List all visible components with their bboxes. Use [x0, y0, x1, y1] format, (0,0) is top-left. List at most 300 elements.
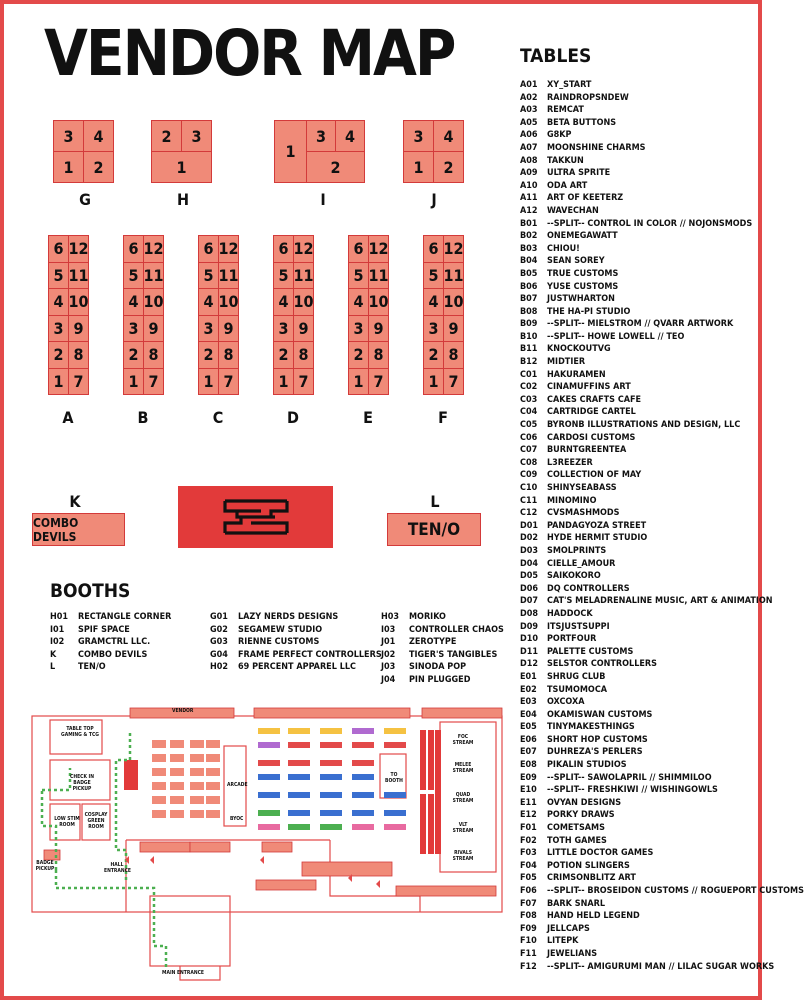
booth-k[interactable]: COMBO DEVILS [32, 513, 125, 546]
table-code: C02 [520, 382, 538, 393]
table-entry [520, 872, 756, 885]
booth-code: I02 [50, 637, 65, 648]
table-entry [520, 583, 756, 596]
table-entry [520, 532, 756, 545]
table-i-3[interactable]: 3 [306, 120, 336, 152]
table-f-4[interactable]: 4 [423, 288, 444, 316]
table-vendor: SEAN SOREY [547, 256, 605, 267]
table-a-4[interactable]: 4 [48, 288, 69, 316]
column-label-a: A [62, 408, 74, 427]
table-entry [520, 243, 756, 256]
table-entry [520, 167, 756, 180]
table-code: C11 [520, 495, 538, 506]
table-entry [520, 482, 756, 495]
table-j-2[interactable]: 2 [433, 151, 464, 183]
table-vendor: --SPLIT-- AMIGURUMI MAN // LILAC SUGAR WORKS [547, 961, 775, 972]
fp-hall-entrance: HALL ENTRANCE [104, 862, 131, 874]
table-code: D09 [520, 621, 538, 632]
table-code: A08 [520, 155, 538, 166]
table-j-4[interactable]: 4 [433, 120, 464, 152]
table-entry [520, 709, 756, 722]
table-e-9[interactable]: 9 [368, 315, 389, 343]
table-j-3[interactable]: 3 [403, 120, 434, 152]
booth-entry [210, 636, 382, 649]
table-vendor: LITEPK [547, 936, 579, 947]
table-code: F09 [520, 923, 537, 934]
table-vendor: --SPLIT-- MIELSTROM // QVARR ARTWORK [547, 319, 734, 330]
table-code: D03 [520, 545, 538, 556]
table-h-1[interactable]: 1 [151, 151, 212, 183]
table-c-7[interactable]: 7 [218, 368, 239, 396]
table-vendor: SAIKOKORO [547, 571, 601, 582]
group-label-g: G [79, 190, 91, 209]
table-d-12[interactable]: 12 [293, 235, 314, 263]
table-b-7[interactable]: 7 [143, 368, 164, 396]
page-title: VENDOR MAP [44, 17, 455, 90]
table-code: B08 [520, 306, 538, 317]
table-entry [520, 633, 756, 646]
booth-code: I01 [50, 624, 65, 635]
table-code: D07 [520, 596, 538, 607]
booth-entry [50, 636, 171, 649]
table-entry [520, 457, 756, 470]
table-b-1[interactable]: 1 [123, 368, 144, 396]
fp-badge-pickup: BADGE PICKUP [35, 860, 55, 872]
table-entry [520, 104, 756, 117]
table-g-2[interactable]: 2 [83, 151, 114, 183]
table-entry [520, 784, 756, 797]
table-a-10[interactable]: 10 [68, 288, 89, 316]
table-f-3[interactable]: 3 [423, 315, 444, 343]
table-code: F08 [520, 911, 537, 922]
table-f-5[interactable]: 5 [423, 262, 444, 290]
table-code: B10 [520, 331, 538, 342]
booth-l-letter: L [430, 492, 440, 511]
table-entry [520, 495, 756, 508]
table-code: A10 [520, 180, 538, 191]
booth-vendor: LAZY NERDS DESIGNS [238, 612, 339, 622]
table-c-1[interactable]: 1 [198, 368, 219, 396]
table-entry [520, 281, 756, 294]
table-e-10[interactable]: 10 [368, 288, 389, 316]
table-vendor: OVYAN DESIGNS [547, 797, 622, 808]
table-e-4[interactable]: 4 [348, 288, 369, 316]
table-vendor: G8KP [547, 130, 572, 141]
table-h-2[interactable]: 2 [151, 120, 182, 152]
table-b-12[interactable]: 12 [143, 235, 164, 263]
table-code: C03 [520, 394, 538, 405]
table-entry [520, 331, 756, 344]
table-i-1[interactable]: 1 [274, 120, 307, 183]
table-d-3[interactable]: 3 [273, 315, 294, 343]
table-f-1[interactable]: 1 [423, 368, 444, 396]
table-entry [520, 230, 756, 243]
table-a-12[interactable]: 12 [68, 235, 89, 263]
table-code: D02 [520, 533, 538, 544]
table-code: A01 [520, 80, 538, 90]
table-entry [520, 545, 756, 558]
table-code: B06 [520, 281, 538, 292]
table-code: E10 [520, 785, 537, 796]
booth-code: H02 [210, 662, 229, 673]
booth-code: L [50, 662, 56, 673]
table-entry [520, 255, 756, 268]
table-code: F12 [520, 961, 537, 972]
fp-rivals: RIVALS STREAM [452, 850, 474, 862]
table-vendor: SHINYSEABASS [547, 483, 617, 493]
table-code: A09 [520, 168, 538, 179]
table-c-5[interactable]: 5 [198, 262, 219, 290]
booths-list-2 [210, 611, 382, 674]
center-logo [178, 486, 333, 548]
table-b-3[interactable]: 3 [123, 315, 144, 343]
table-code: E12 [520, 810, 537, 821]
table-entry [520, 948, 756, 961]
table-vendor: CINAMUFFINS ART [547, 382, 631, 393]
table-entry [520, 444, 756, 457]
table-code: F03 [520, 848, 537, 859]
table-f-12[interactable]: 12 [443, 235, 464, 263]
table-b-2[interactable]: 2 [123, 341, 144, 369]
table-code: D04 [520, 558, 538, 569]
table-vendor: CIELLE_AMOUR [547, 558, 616, 569]
table-h-3[interactable]: 3 [181, 120, 212, 152]
table-code: F01 [520, 823, 537, 834]
table-entry [520, 822, 756, 835]
table-c-6[interactable]: 6 [198, 235, 219, 263]
table-vendor: ODA ART [547, 180, 588, 191]
table-vendor: L3REEZER [547, 457, 593, 468]
booth-entry [381, 649, 504, 662]
table-a-6[interactable]: 6 [48, 235, 69, 263]
booth-k-letter: K [69, 492, 81, 511]
booth-vendor: FRAME PERFECT CONTROLLERS [238, 649, 382, 660]
table-code: C08 [520, 457, 538, 468]
table-d-4[interactable]: 4 [273, 288, 294, 316]
table-vendor: REMCAT [547, 105, 584, 116]
table-j-1[interactable]: 1 [403, 151, 434, 183]
table-vendor: CARDOSI CUSTOMS [547, 432, 636, 443]
table-e-11[interactable]: 11 [368, 262, 389, 290]
table-vendor: SHORT HOP CUSTOMS [547, 734, 648, 745]
table-c-3[interactable]: 3 [198, 315, 219, 343]
table-d-1[interactable]: 1 [273, 368, 294, 396]
table-vendor: PORKY DRAWS [547, 810, 615, 821]
table-code: A03 [520, 105, 538, 116]
table-entry [520, 406, 756, 419]
booth-vendor: CONTROLLER CHAOS [409, 624, 504, 635]
booth-vendor: GRAMCTRL LLC. [78, 637, 151, 648]
table-e-3[interactable]: 3 [348, 315, 369, 343]
table-c-10[interactable]: 10 [218, 288, 239, 316]
booth-entry [210, 611, 382, 624]
booths-heading: BOOTHS [50, 580, 131, 602]
table-c-8[interactable]: 8 [218, 341, 239, 369]
table-f-9[interactable]: 9 [443, 315, 464, 343]
table-code: A05 [520, 117, 538, 128]
booth-code: G01 [210, 612, 228, 622]
table-i-4[interactable]: 4 [335, 120, 365, 152]
table-a-1[interactable]: 1 [48, 368, 69, 396]
table-vendor: TINYMAKESTHINGS [547, 722, 635, 733]
table-code: F06 [520, 886, 537, 896]
table-entry [520, 885, 804, 898]
table-code: B09 [520, 319, 538, 330]
booths-list-1 [50, 611, 171, 674]
table-code: B03 [520, 243, 538, 254]
table-entry [520, 684, 756, 697]
table-vendor: BARK SNARL [547, 898, 606, 909]
table-b-11[interactable]: 11 [143, 262, 164, 290]
booth-vendor: SEGAMEW STUDIO [238, 624, 323, 635]
table-entry [520, 558, 756, 571]
table-code: E11 [520, 797, 537, 808]
table-entry [520, 369, 756, 382]
table-e-12[interactable]: 12 [368, 235, 389, 263]
table-code: C10 [520, 483, 538, 493]
booth-entry [381, 636, 504, 649]
table-e-6[interactable]: 6 [348, 235, 369, 263]
table-entry [520, 432, 756, 445]
table-vendor: CRIMSONBLITZ ART [547, 873, 636, 884]
booth-code: H03 [381, 612, 400, 622]
table-vendor: OKAMISWAN CUSTOMS [547, 709, 653, 720]
table-code: B11 [520, 344, 538, 355]
table-f-10[interactable]: 10 [443, 288, 464, 316]
table-vendor: JELLCAPS [547, 923, 590, 934]
table-entry [520, 935, 756, 948]
table-f-8[interactable]: 8 [443, 341, 464, 369]
table-a-3[interactable]: 3 [48, 315, 69, 343]
table-d-8[interactable]: 8 [293, 341, 314, 369]
table-e-5[interactable]: 5 [348, 262, 369, 290]
table-vendor: RAINDROPSNDEW [547, 92, 629, 103]
table-e-2[interactable]: 2 [348, 341, 369, 369]
logo-emblem-icon [221, 497, 291, 537]
booth-vendor: MORIKO [409, 612, 446, 622]
table-entry [520, 898, 756, 911]
table-vendor: DQ CONTROLLERS [547, 583, 630, 594]
table-d-6[interactable]: 6 [273, 235, 294, 263]
table-e-8[interactable]: 8 [368, 341, 389, 369]
table-c-2[interactable]: 2 [198, 341, 219, 369]
table-entry [520, 180, 756, 193]
table-vendor: XY_START [547, 80, 592, 90]
group-label-i: I [320, 190, 326, 209]
floor-plan [30, 700, 510, 985]
fp-arcade: ARCADE [227, 782, 248, 788]
table-f-11[interactable]: 11 [443, 262, 464, 290]
booth-code: H01 [50, 612, 69, 622]
table-entry [520, 696, 756, 709]
table-entry [520, 79, 756, 92]
table-d-10[interactable]: 10 [293, 288, 314, 316]
table-vendor: POTION SLINGERS [547, 860, 630, 871]
table-c-9[interactable]: 9 [218, 315, 239, 343]
table-entry [520, 809, 756, 822]
table-vendor: DUHREZA'S PERLERS [547, 747, 643, 758]
table-entry [520, 129, 756, 142]
table-code: E08 [520, 760, 537, 771]
table-code: D08 [520, 608, 538, 619]
floor-plan-outline [30, 700, 510, 985]
table-vendor: SMOLPRINTS [547, 545, 607, 556]
table-code: D06 [520, 583, 538, 594]
table-vendor: HADDOCK [547, 608, 593, 619]
table-vendor: COMETSAMS [547, 823, 605, 834]
table-a-11[interactable]: 11 [68, 262, 89, 290]
table-code: B01 [520, 218, 538, 229]
table-code: C09 [520, 470, 538, 481]
table-a-7[interactable]: 7 [68, 368, 89, 396]
booth-entry [210, 649, 382, 662]
table-entry [520, 356, 756, 369]
table-code: C04 [520, 407, 538, 418]
table-entry [520, 507, 756, 520]
table-vendor: HYDE HERMIT STUDIO [547, 533, 648, 544]
table-code: E05 [520, 722, 537, 733]
table-code: B05 [520, 268, 538, 279]
table-g-1[interactable]: 1 [53, 151, 84, 183]
table-entry [520, 381, 756, 394]
table-d-11[interactable]: 11 [293, 262, 314, 290]
table-vendor: ITSJUSTSUPPI [547, 621, 610, 632]
table-entry [520, 469, 756, 482]
fp-byoc: BYOC [230, 816, 244, 822]
table-f-2[interactable]: 2 [423, 341, 444, 369]
fp-check-in: CHECK IN BADGE PICKUP [70, 774, 94, 792]
booth-vendor: TIGER'S TANGIBLES [409, 649, 498, 660]
table-vendor: TRUE CUSTOMS [547, 268, 619, 279]
table-a-9[interactable]: 9 [68, 315, 89, 343]
table-b-9[interactable]: 9 [143, 315, 164, 343]
table-code: B04 [520, 256, 538, 267]
table-vendor: BURNTGREENTEA [547, 445, 627, 456]
table-code: E02 [520, 684, 537, 695]
booth-code: G04 [210, 649, 228, 660]
booth-code: J03 [381, 662, 396, 673]
table-code: B07 [520, 294, 538, 305]
table-vendor: KNOCKOUTVG [547, 344, 611, 355]
fp-melee: MELEE STREAM [452, 762, 474, 774]
table-b-4[interactable]: 4 [123, 288, 144, 316]
table-code: B02 [520, 231, 538, 242]
table-vendor: TSUMOMOCA [547, 684, 608, 695]
table-c-4[interactable]: 4 [198, 288, 219, 316]
table-vendor: SELSTOR CONTROLLERS [547, 659, 657, 670]
booth-vendor: SPIF SPACE [78, 624, 130, 635]
table-g-3[interactable]: 3 [53, 120, 84, 152]
table-entry [520, 835, 756, 848]
table-code: E07 [520, 747, 537, 758]
table-vendor: CAKES CRAFTS CAFE [547, 394, 642, 405]
booth-vendor: RIENNE CUSTOMS [238, 637, 320, 648]
table-entry [520, 318, 756, 331]
table-vendor: JUSTWHARTON [547, 294, 615, 305]
table-d-5[interactable]: 5 [273, 262, 294, 290]
table-d-2[interactable]: 2 [273, 341, 294, 369]
table-code: E06 [520, 734, 537, 745]
booth-code: J04 [381, 674, 396, 685]
booth-l[interactable]: TEN/O [387, 513, 481, 546]
table-entry [520, 268, 756, 281]
booths-list-3 [381, 611, 504, 687]
table-entry [520, 306, 756, 319]
table-f-6[interactable]: 6 [423, 235, 444, 263]
table-c-11[interactable]: 11 [218, 262, 239, 290]
booth-vendor: COMBO DEVILS [78, 649, 148, 660]
table-entry [520, 734, 756, 747]
table-entry [520, 155, 756, 168]
table-e-7[interactable]: 7 [368, 368, 389, 396]
table-code: D01 [520, 520, 538, 531]
table-code: C01 [520, 369, 538, 380]
booth-vendor: ZEROTYPE [409, 637, 457, 648]
column-label-e: E [363, 408, 373, 427]
table-entry [520, 595, 773, 608]
table-b-10[interactable]: 10 [143, 288, 164, 316]
table-entry [520, 205, 756, 218]
fp-main-entrance: MAIN ENTRANCE [162, 970, 204, 976]
table-vendor: PANDAGYOZA STREET [547, 520, 647, 531]
table-b-5[interactable]: 5 [123, 262, 144, 290]
table-code: D05 [520, 571, 538, 582]
table-code: E04 [520, 709, 537, 720]
table-vendor: CARTRIDGE CARTEL [547, 407, 636, 418]
table-d-9[interactable]: 9 [293, 315, 314, 343]
table-entry [520, 293, 756, 306]
table-vendor: MOONSHINE CHARMS [547, 142, 646, 153]
booth-vendor: TEN/O [78, 662, 106, 673]
table-code: F11 [520, 948, 537, 959]
booth-vendor: RECTANGLE CORNER [78, 612, 172, 622]
table-a-2[interactable]: 2 [48, 341, 69, 369]
table-b-8[interactable]: 8 [143, 341, 164, 369]
table-vendor: OXCOXA [547, 697, 585, 708]
table-a-8[interactable]: 8 [68, 341, 89, 369]
table-vendor: LITTLE DOCTOR GAMES [547, 848, 654, 859]
table-code: A06 [520, 130, 538, 141]
table-a-5[interactable]: 5 [48, 262, 69, 290]
table-b-6[interactable]: 6 [123, 235, 144, 263]
table-e-1[interactable]: 1 [348, 368, 369, 396]
tables-heading: TABLES [520, 45, 592, 67]
table-vendor: PORTFOUR [547, 634, 597, 645]
table-entry [520, 419, 756, 432]
table-vendor: HAND HELD LEGEND [547, 911, 640, 922]
table-code: A02 [520, 92, 538, 103]
booth-vendor: SINODA POP [409, 662, 467, 673]
table-f-7[interactable]: 7 [443, 368, 464, 396]
table-vendor: MIDTIER [547, 357, 586, 368]
table-vendor: TAKKUN [547, 155, 584, 166]
booth-entry [381, 661, 504, 674]
table-code: A11 [520, 193, 538, 204]
table-c-12[interactable]: 12 [218, 235, 239, 263]
table-g-4[interactable]: 4 [83, 120, 114, 152]
table-entry [520, 394, 756, 407]
table-code: F04 [520, 860, 537, 871]
table-vendor: COLLECTION OF MAY [547, 470, 642, 481]
table-vendor: PIKALIN STUDIOS [547, 760, 627, 771]
table-vendor: CVSMASHMODS [547, 508, 620, 519]
booth-entry [381, 674, 504, 687]
table-i-2[interactable]: 2 [306, 151, 365, 183]
table-d-7[interactable]: 7 [293, 368, 314, 396]
table-code: D12 [520, 659, 538, 670]
table-entry [520, 343, 756, 356]
fp-table-top: TABLE TOP GAMING & TCG [61, 726, 99, 738]
